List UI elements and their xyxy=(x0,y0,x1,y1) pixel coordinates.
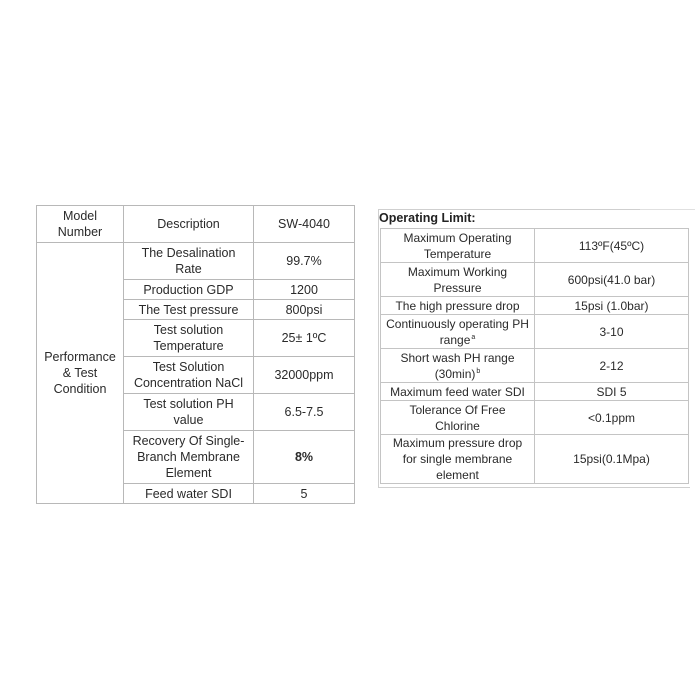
header-row xyxy=(37,206,355,243)
row-description: Feed water SDI xyxy=(124,484,254,504)
header-model-value: SW-4040 xyxy=(254,206,355,243)
row-value: 8% xyxy=(254,431,355,484)
limit-label-cell xyxy=(381,315,535,349)
limit-value: 113ºF(45ºC) xyxy=(535,229,689,263)
limit-value: 3-10 xyxy=(535,315,689,349)
table-row xyxy=(381,435,689,484)
performance-table xyxy=(36,205,355,504)
table-row xyxy=(381,263,689,297)
limit-label: Maximum Working Pressure xyxy=(381,263,535,297)
header-model-number: Model Number xyxy=(37,206,124,243)
table-row xyxy=(37,243,355,280)
limit-value: <0.1ppm xyxy=(535,401,689,435)
row-description: Test solution PH value xyxy=(124,394,254,431)
table-row xyxy=(381,229,689,263)
limit-label: Maximum feed water SDI xyxy=(381,383,535,401)
table-row xyxy=(381,383,689,401)
operating-limit-table xyxy=(380,228,689,484)
limit-label: Short wash PH range (30min) xyxy=(400,350,515,381)
row-value: 99.7% xyxy=(254,243,355,280)
limit-label: Maximum pressure drop for single membrane element xyxy=(381,435,535,484)
table-row xyxy=(381,401,689,435)
row-description: Production GDP xyxy=(124,280,254,300)
table-row xyxy=(381,297,689,315)
limit-label: Maximum Operating Temperature xyxy=(381,229,535,263)
row-description: The Test pressure xyxy=(124,300,254,320)
group-label-cell xyxy=(37,243,124,504)
header-description: Description xyxy=(124,206,254,243)
row-value: 800psi xyxy=(254,300,355,320)
row-value: 32000ppm xyxy=(254,357,355,394)
limit-label-cell xyxy=(381,349,535,383)
footnote-marker: b xyxy=(476,367,481,375)
row-description: Test Solution Concentration NaCl xyxy=(124,357,254,394)
row-value: 1200 xyxy=(254,280,355,300)
limit-value: 15psi (1.0bar) xyxy=(535,297,689,315)
limit-label: Continuously operating PH range xyxy=(386,316,529,347)
row-value: 6.5-7.5 xyxy=(254,394,355,431)
limit-value: 2-12 xyxy=(535,349,689,383)
row-description: Recovery Of Single-Branch Membrane Element xyxy=(124,431,254,484)
operating-limit-title: Operating Limit: xyxy=(379,211,476,225)
limit-label: Tolerance Of Free Chlorine xyxy=(381,401,535,435)
footnote-marker: a xyxy=(471,333,476,341)
table-row xyxy=(381,315,689,349)
group-label: Performance & Test Condition xyxy=(44,350,116,396)
row-description: Test solution Temperature xyxy=(124,320,254,357)
limit-value: SDI 5 xyxy=(535,383,689,401)
row-value: 5 xyxy=(254,484,355,504)
table-row xyxy=(381,349,689,383)
limit-value: 600psi(41.0 bar) xyxy=(535,263,689,297)
row-description: The Desalination Rate xyxy=(124,243,254,280)
row-value: 25± 1ºC xyxy=(254,320,355,357)
divider-line xyxy=(640,209,695,210)
limit-value: 15psi(0.1Mpa) xyxy=(535,435,689,484)
limit-label: The high pressure drop xyxy=(381,297,535,315)
